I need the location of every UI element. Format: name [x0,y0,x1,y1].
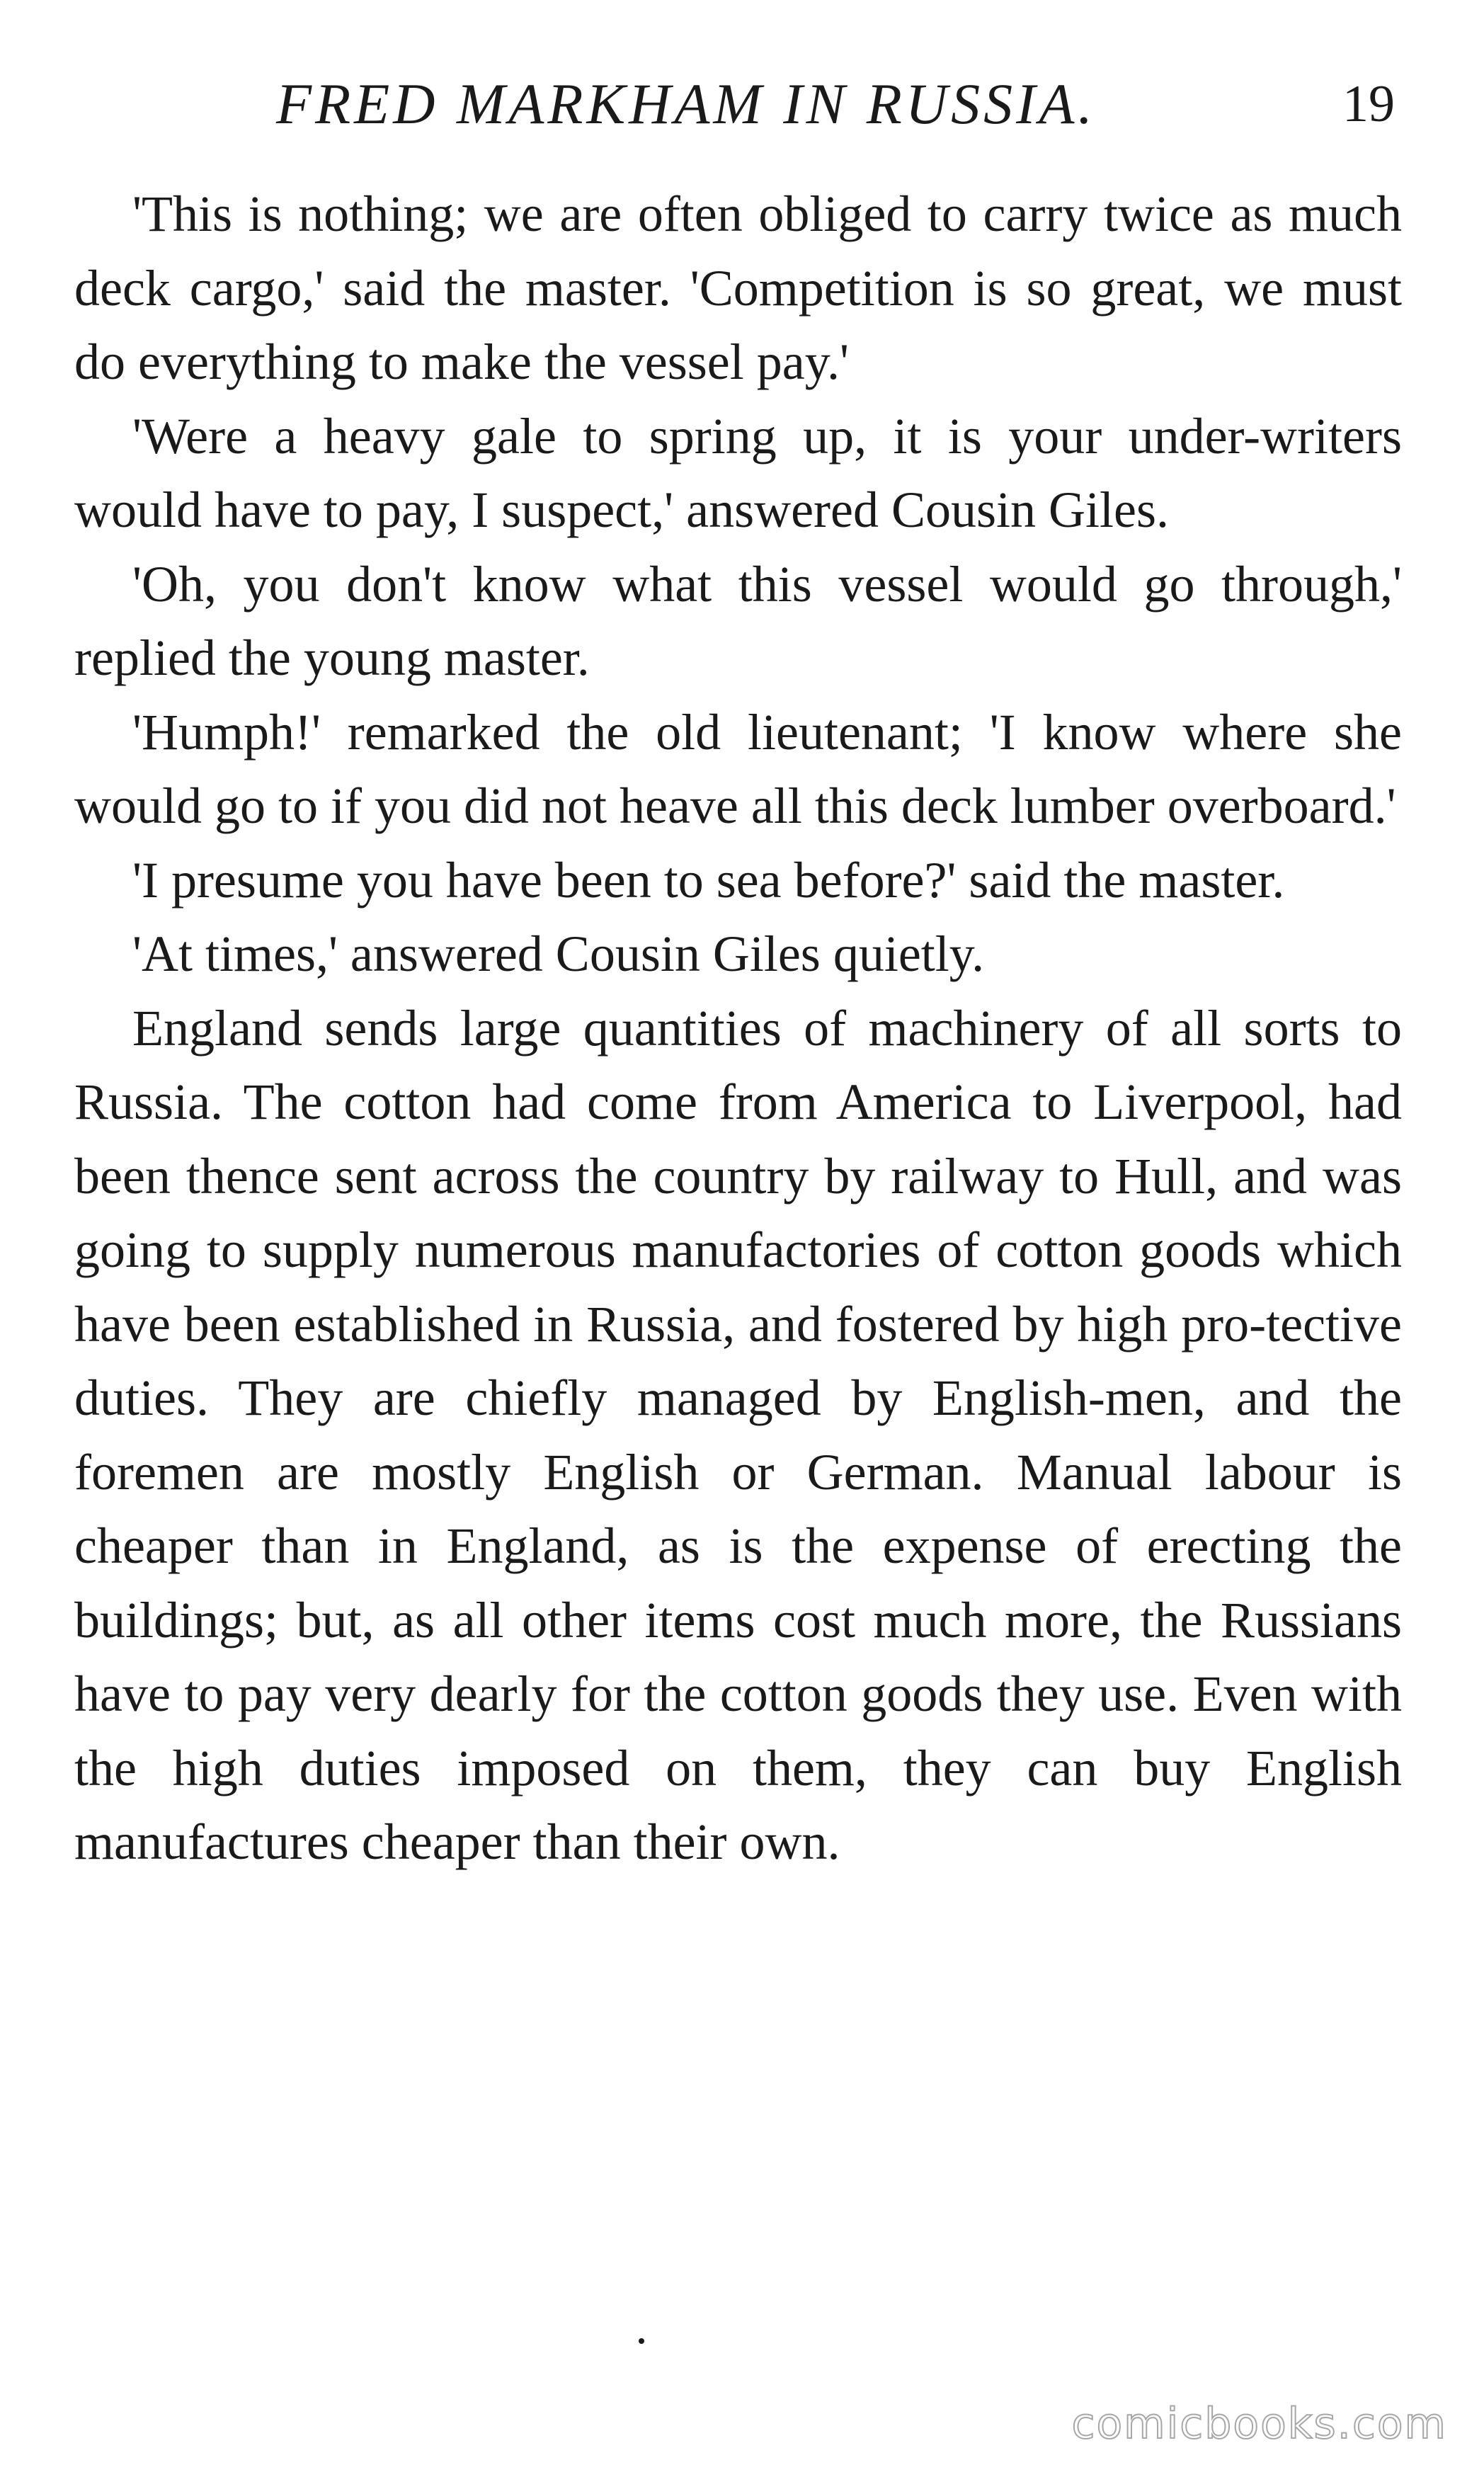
paragraph: 'Oh, you don't know what this vessel would go through,' replied the young master. [74,555,1402,686]
watermark: comicbooks.com [1071,2399,1447,2449]
paragraph: England sends large quantities of machinery of all sorts to Russia. The cotton had come from America to Liverpool, had been thence sent across the country by railway to Hull, and was going to supply numerous manufactories of cotton goods which have been established in Russia, and fostered by high pro-tective duties. They are chiefly managed by English-men, and the foremen are mostly English or German. Manual labour is cheaper than in England, as is the expense of erecting the buildings; but, as all other items cost much more, the Russians have to pay very dearly for the cotton goods they use. Even with the high duties imposed on them, they can buy English manufactures cheaper than their own. [74,999,1402,1870]
paragraph: 'Humph!' remarked the old lieutenant; 'I know where she would go to if you did not heave all this deck lumber overboard.' [74,703,1402,834]
footer-dot [639,2338,644,2344]
page-number: 19 [1342,75,1395,133]
paragraph: 'At times,' answered Cousin Giles quietly. [132,926,985,982]
paragraph: 'Were a heavy gale to spring up, it is your under-writers would have to pay, I suspect,' answered Cousin Giles. [74,407,1402,538]
running-title: FRED MARKHAM IN RUSSIA. [276,72,1096,136]
paragraph: 'This is nothing; we are often obliged to carry twice as much deck cargo,' said the master. 'Competition is so great, we must do everything to make the vessel pay.' [74,186,1402,390]
body-text [74,177,1402,1879]
page-header [78,65,1409,143]
paragraph: 'I presume you have been to sea before?' said the master. [132,851,1285,909]
